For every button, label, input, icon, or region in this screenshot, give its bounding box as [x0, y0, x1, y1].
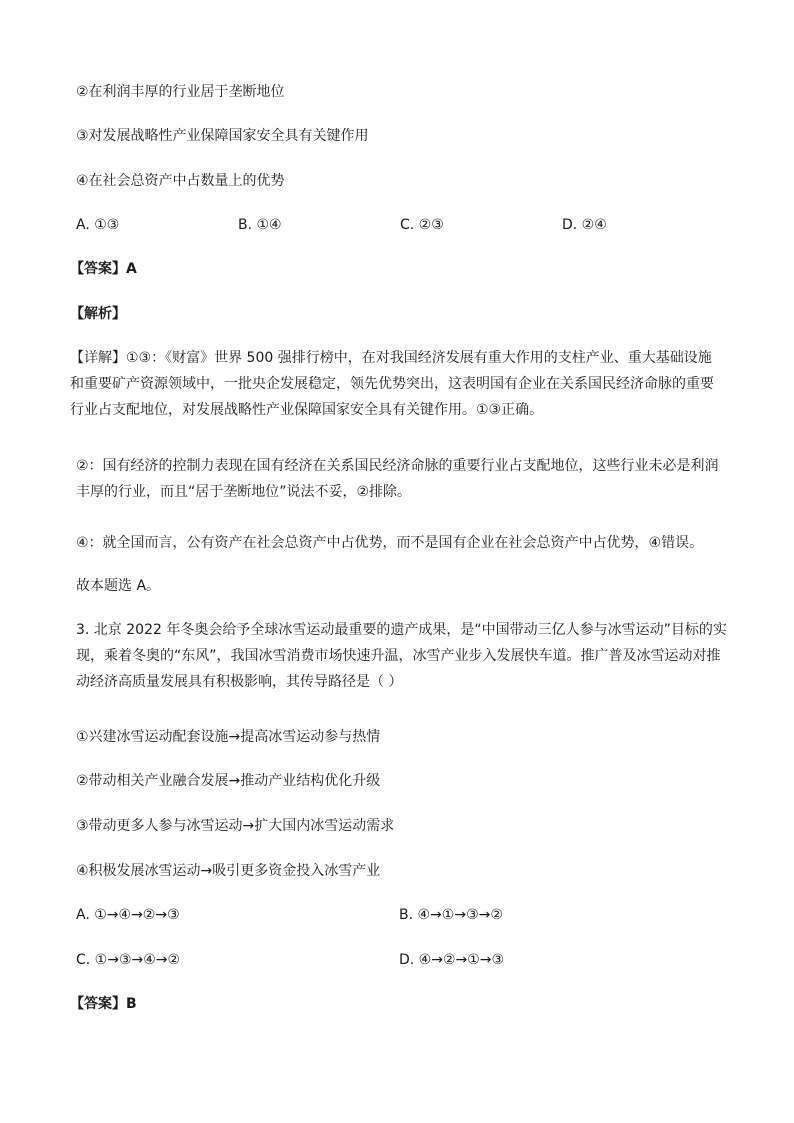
- q3-stem-line: 3. 北京 2022 年冬奥会给予全球冰雪运动最重要的遗产成果，是“中国带动三亿人参与冰雪运动”目标的实: [76, 622, 727, 638]
- q3-option-d: D. ④→②→①→③: [399, 952, 505, 968]
- q2-point-2-line: 丰厚的行业，而且“居于垄断地位”说法不妥，②排除。: [76, 484, 412, 500]
- q2-statement-4: ④在社会总资产中占数量上的优势: [76, 173, 285, 189]
- q3-option-c: C. ①→③→④→②: [76, 952, 181, 968]
- q3-statement-3: ③带动更多人参与冰雪运动→扩大国内冰雪运动需求: [76, 818, 395, 834]
- q2-detail-line: 和重要矿产资源领域中，一批央企发展稳定，领先优势突出，这表明国有企业在关系国民经济命脉的重要: [70, 376, 714, 392]
- q3-stem-line: 动经济高质量发展具有积极影响，其传导路径是（ ）: [76, 674, 403, 690]
- q3-stem: [76, 617, 726, 695]
- q3-answer: 【答案】B: [70, 996, 137, 1012]
- q2-statement-2: ②在利润丰厚的行业居于垄断地位: [76, 84, 285, 100]
- q2-option-b: B. ①④: [238, 217, 282, 233]
- q2-point-2-line: ②：国有经济的控制力表现在国有经济在关系国民经济命脉的重要行业占支配地位，这些行业未必是利润: [76, 458, 719, 474]
- q2-option-d: D. ②④: [562, 217, 607, 233]
- q3-statement-1: ①兴建冰雪运动配套设施→提高冰雪运动参与热情: [76, 729, 381, 745]
- q2-detail-paragraph: [70, 345, 720, 423]
- q2-answer: 【答案】A: [70, 261, 137, 277]
- q2-analysis-heading: 【解析】: [70, 306, 126, 322]
- q3-option-a: A. ①→④→②→③: [76, 907, 180, 923]
- q2-conclusion: 故本题选 A。: [76, 578, 161, 594]
- q3-stem-line: 现，乘着冬奥的“东风”，我国冰雪消费市场快速升温，冰雪产业步入发展快车道。推广普及冰雪运动对推: [76, 648, 721, 664]
- q3-statement-4: ④积极发展冰雪运动→吸引更多资金投入冰雪产业: [76, 863, 381, 879]
- q2-point-2-paragraph: [76, 453, 726, 505]
- q2-option-c: C. ②③: [400, 217, 444, 233]
- q2-statement-3: ③对发展战略性产业保障国家安全具有关键作用: [76, 128, 369, 144]
- q2-option-a: A. ①③: [76, 217, 120, 233]
- q2-detail-line: 【详解】①③：《财富》世界 500 强排行榜中，在对我国经济发展有重大作用的支柱产业、重大基础设施: [70, 350, 712, 366]
- q2-point-4: ④：就全国而言，公有资产在社会总资产中占优势，而不是国有企业在社会总资产中占优势，④错误。: [76, 535, 704, 551]
- q3-statement-2: ②带动相关产业融合发展→推动产业结构优化升级: [76, 773, 381, 789]
- q2-detail-line: 行业占支配地位，对发展战略性产业保障国家安全具有关键作用。①③正确。: [70, 402, 544, 418]
- q3-option-b: B. ④→①→③→②: [399, 907, 503, 923]
